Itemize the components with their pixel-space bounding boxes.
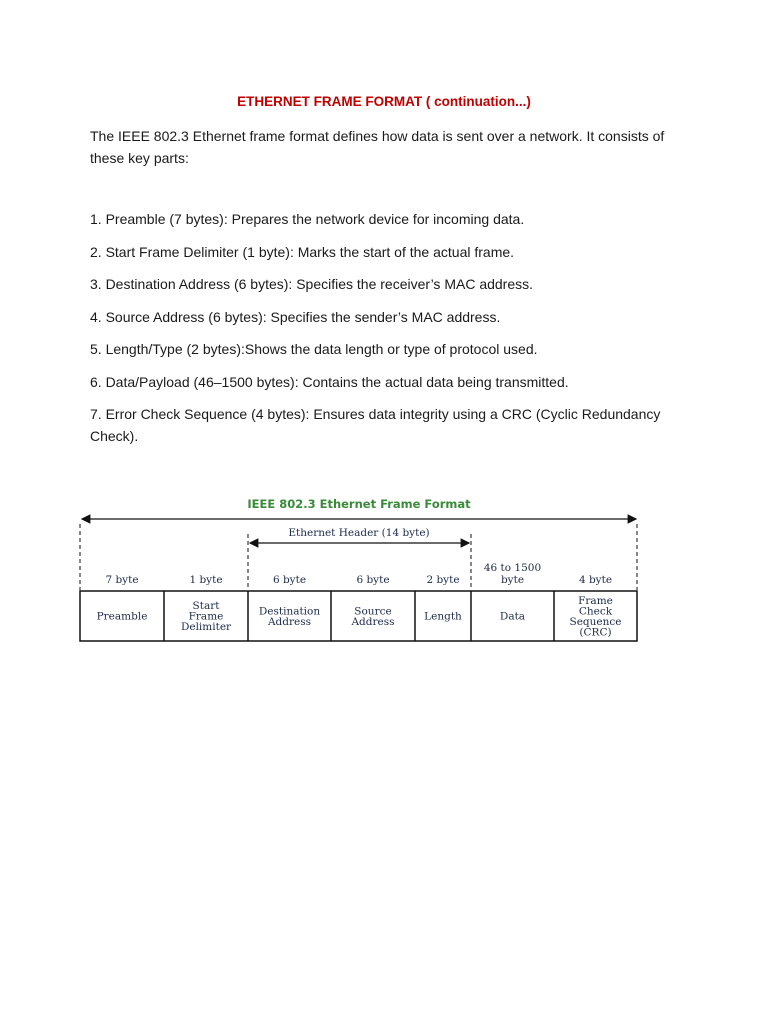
field-size-label: 6 byte — [272, 574, 307, 586]
list-item: 5. Length/Type (2 bytes):Shows the data length or type of protocol used. — [90, 341, 538, 357]
field-name-label: Check — [578, 605, 613, 618]
field-size-label: 46 to 1500 — [483, 562, 542, 574]
list-item: 2. Start Frame Delimiter (1 byte): Marks the start of the actual frame. — [90, 243, 515, 260]
field-name-label: Sequence — [569, 615, 622, 628]
field-size-label: byte — [500, 574, 525, 586]
field-name-label: Delimiter — [180, 621, 232, 633]
frame-diagram-svg — [78, 494, 640, 644]
field-name-label: (CRC) — [579, 626, 612, 639]
frame-fields — [80, 562, 637, 641]
page-title: ETHERNET FRAME FORMAT ( continuation...) — [237, 94, 531, 109]
field-name-label: Length — [424, 610, 462, 623]
field-name-label: Start — [192, 600, 220, 612]
list-item: 4. Source Address (6 bytes): Specifies the sender’s MAC address. — [90, 308, 501, 325]
field-size-label: 1 byte — [189, 574, 223, 586]
list-item: 3. Destination Address (6 bytes): Specifies the receiver’s MAC address. — [90, 276, 534, 292]
frame-parts-list — [90, 208, 690, 447]
list-item: 7. Error Check Sequence (4 bytes): Ensures data integrity using a CRC (Cyclic Redundancy Check). — [90, 406, 661, 444]
field-name-label: Frame — [188, 610, 224, 623]
list-item: 1. Preamble (7 bytes): Prepares the network device for incoming data. — [90, 211, 525, 227]
diagram-title: IEEE 802.3 Ethernet Frame Format — [247, 497, 471, 511]
field-name-label: Source — [354, 605, 392, 618]
field-name-label: Destination — [258, 605, 321, 618]
field-name-label: Preamble — [96, 610, 148, 623]
list-item: 6. Data/Payload (46–1500 bytes): Contains the actual data being transmitted. — [90, 373, 569, 390]
field-name-label: Address — [351, 615, 395, 628]
field-name-label: Frame — [578, 594, 613, 607]
field-size-label: 2 byte — [426, 574, 460, 586]
field-size-label: 7 byte — [105, 574, 139, 586]
field-size-label: 6 byte — [356, 574, 390, 586]
header-label: Ethernet Header (14 byte) — [288, 527, 430, 539]
ethernet-frame-diagram — [78, 494, 640, 644]
field-name-label: Address — [267, 615, 312, 628]
field-name-label: Data — [499, 610, 526, 623]
intro-paragraph: The IEEE 802.3 Ethernet frame format defines how data is sent over a network. It consists of these key parts: — [90, 128, 665, 166]
field-size-label: 4 byte — [578, 574, 613, 586]
